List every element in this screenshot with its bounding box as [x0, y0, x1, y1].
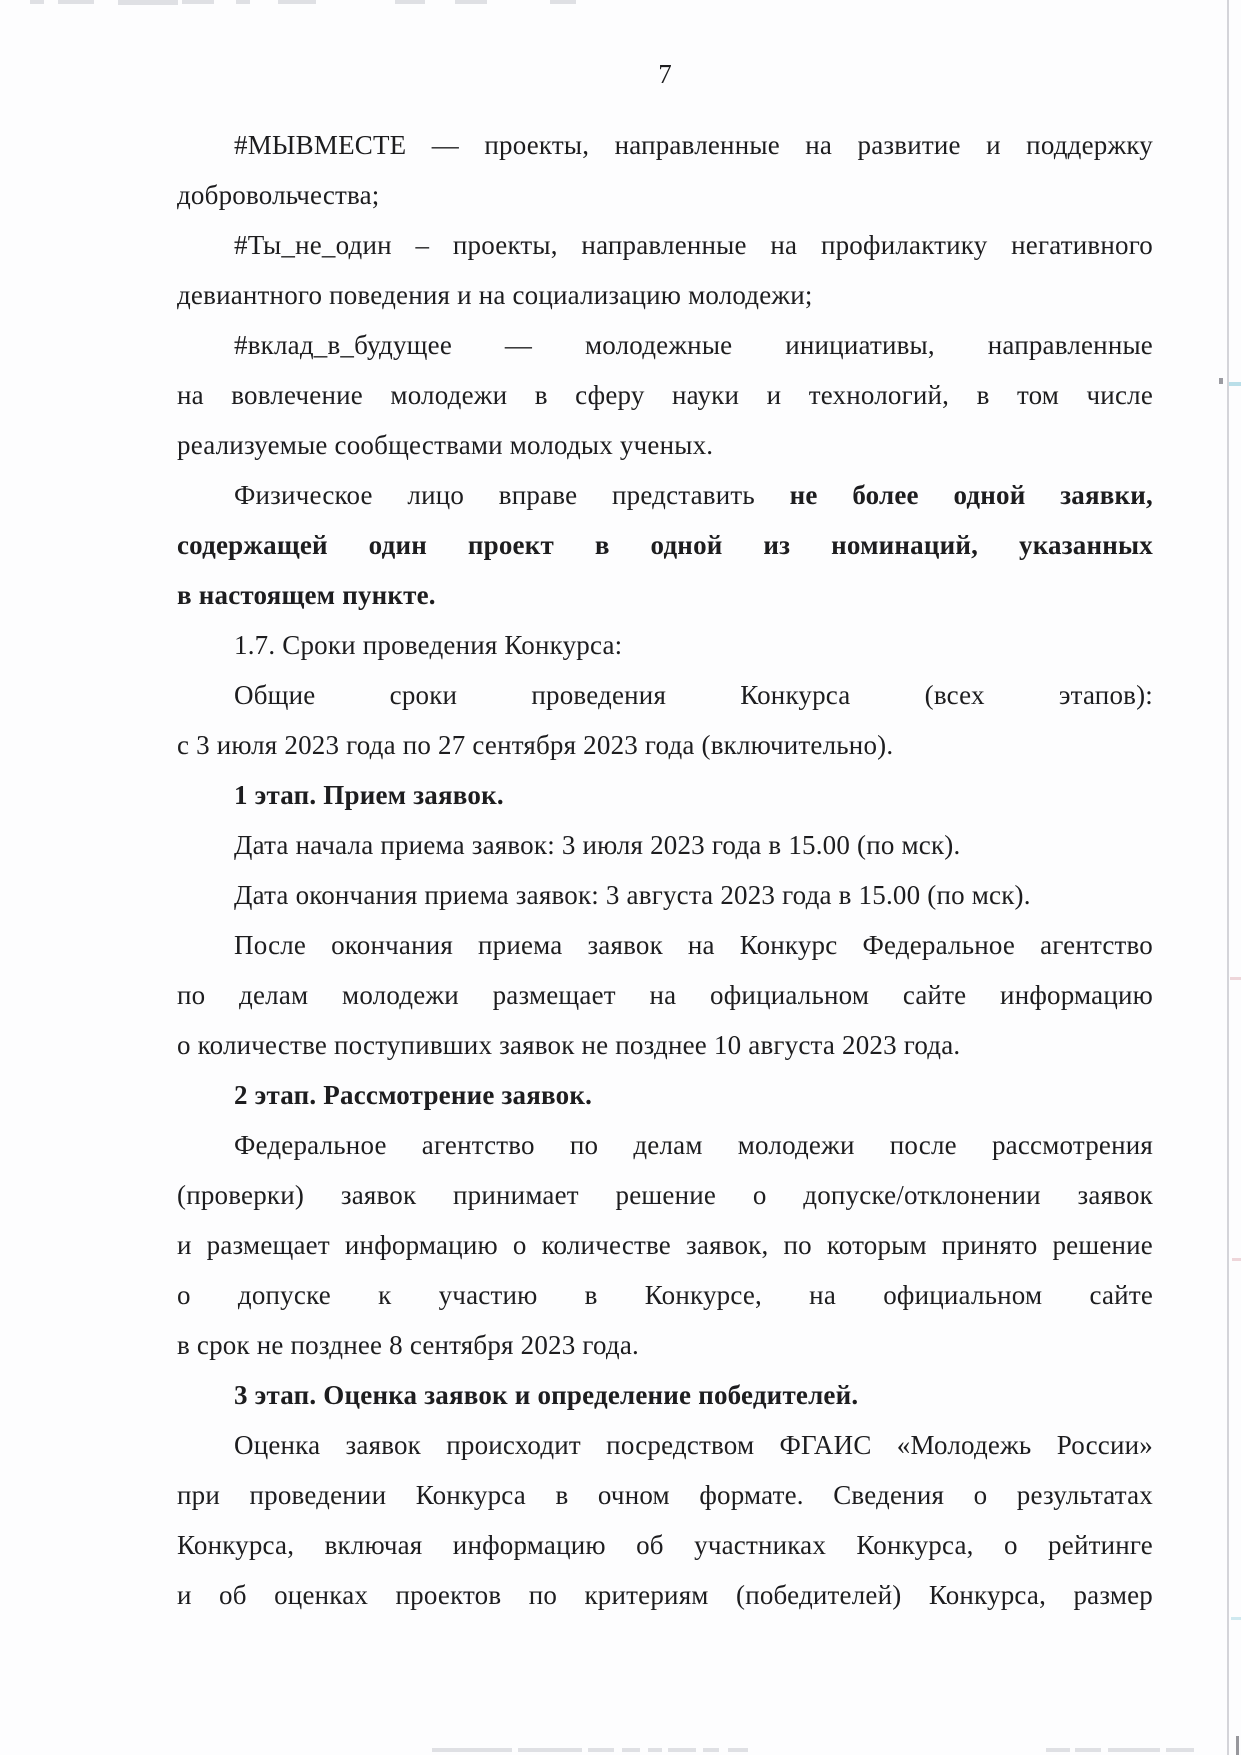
bold-text-segment: не более одной заявки, — [789, 480, 1153, 510]
text-line — [177, 270, 1153, 320]
text-segment: при проведении Конкурса в очном формате. Сведения о результатах — [177, 1480, 1153, 1510]
text-line — [177, 770, 1153, 820]
scan-artifact — [1108, 1748, 1160, 1752]
text-line — [177, 570, 1153, 620]
text-segment: (проверки) заявок принимает решение о допуске/отклонении заявок — [177, 1180, 1153, 1210]
text-segment: 1.7. Сроки проведения Конкурса: — [234, 630, 623, 660]
text-line — [177, 1070, 1153, 1120]
text-line — [177, 1470, 1153, 1520]
scan-artifact — [728, 1748, 748, 1752]
scan-artifact — [1166, 1748, 1194, 1752]
scan-artifact — [648, 1748, 662, 1752]
scan-artifact — [1229, 382, 1241, 386]
scan-artifact — [1075, 1748, 1101, 1752]
bold-text-segment: в настоящем пункте. — [177, 580, 436, 610]
text-line — [177, 820, 1153, 870]
text-line — [177, 420, 1153, 470]
text-segment: о количестве поступивших заявок не позднее 10 августа 2023 года. — [177, 1030, 961, 1060]
text-segment: Общие сроки проведения Конкурса (всех этапов): — [234, 680, 1153, 710]
text-segment: #МЫВМЕСТЕ — проекты, направленные на развитие и поддержку — [234, 130, 1153, 160]
scan-artifact — [432, 1748, 512, 1752]
scan-artifact — [1046, 1748, 1070, 1752]
text-segment: и размещает информацию о количестве заявок, по которым принято решение — [177, 1230, 1153, 1260]
text-line — [177, 1170, 1153, 1220]
text-segment: Физическое лицо вправе представить — [234, 480, 790, 510]
text-line — [177, 1220, 1153, 1270]
text-line — [177, 920, 1153, 970]
text-line — [177, 170, 1153, 220]
text-segment: #вклад_в_будущее — молодежные инициативы, направленные — [234, 330, 1153, 360]
bold-text-segment: содержащей один проект в одной из номинаций, указанных — [177, 530, 1153, 560]
text-line — [177, 470, 1153, 520]
scan-artifact — [622, 1748, 640, 1752]
text-line — [177, 520, 1153, 570]
text-line — [177, 1020, 1153, 1070]
text-segment: Конкурса, включая информацию об участниках Конкурса, о рейтинге — [177, 1530, 1153, 1560]
text-segment: с 3 июля 2023 года по 27 сентября 2023 года (включительно). — [177, 730, 894, 760]
scan-artifact — [1232, 1258, 1241, 1261]
scan-artifact — [1231, 1617, 1241, 1620]
scan-artifact — [1230, 977, 1241, 980]
text-segment: реализуемые сообществами молодых ученых. — [177, 430, 714, 460]
text-segment: Дата начала приема заявок: 3 июля 2023 года в 15.00 (по мск). — [234, 830, 961, 860]
text-segment: #Ты_не_один – проекты, направленные на профилактику негативного — [234, 230, 1153, 260]
page-number: 7 — [658, 59, 672, 89]
bold-text-segment: 1 этап. Прием заявок. — [234, 780, 504, 810]
text-segment: добровольчества; — [177, 180, 380, 210]
scan-artifact — [518, 1748, 582, 1752]
text-segment: о допуске к участию в Конкурсе, на официальном сайте — [177, 1280, 1153, 1310]
text-line — [177, 1270, 1153, 1320]
scan-artifact — [1227, 0, 1229, 1755]
text-line — [177, 870, 1153, 920]
text-line — [177, 320, 1153, 370]
text-segment: и об оценках проектов по критериям (победителей) Конкурса, размер — [177, 1580, 1153, 1610]
text-segment: девиантного поведения и на социализацию молодежи; — [177, 280, 813, 310]
text-line — [177, 670, 1153, 720]
scan-artifact — [588, 1748, 614, 1752]
text-line — [177, 620, 1153, 670]
text-line — [177, 220, 1153, 270]
text-line — [177, 1120, 1153, 1170]
text-line — [177, 120, 1153, 170]
text-line — [177, 1420, 1153, 1470]
text-line — [177, 720, 1153, 770]
text-segment: на вовлечение молодежи в сферу науки и технологий, в том числе — [177, 380, 1153, 410]
scan-artifact — [30, 0, 44, 4]
text-line — [177, 1320, 1153, 1370]
scan-artifact — [1219, 378, 1223, 384]
text-block — [177, 120, 1153, 1620]
text-segment: по делам молодежи размещает на официальном сайте информацию — [177, 980, 1153, 1010]
text-segment: Дата окончания приема заявок: 3 августа 2023 года в 15.00 (по мск). — [234, 880, 1031, 910]
text-segment: в срок не позднее 8 сентября 2023 года. — [177, 1330, 639, 1360]
scan-artifact — [58, 0, 94, 4]
text-line — [177, 1370, 1153, 1420]
page-content — [177, 0, 1153, 1620]
text-segment: После окончания приема заявок на Конкурс Федеральное агентство — [234, 930, 1153, 960]
text-segment: Оценка заявок происходит посредством ФГАИС «Молодежь России» — [234, 1430, 1153, 1460]
scan-artifact — [1236, 1736, 1239, 1755]
scan-artifact — [118, 0, 178, 5]
bold-text-segment: 3 этап. Оценка заявок и определение победителей. — [234, 1380, 859, 1410]
text-line — [177, 1570, 1153, 1620]
scan-artifact — [668, 1748, 696, 1752]
text-segment: Федеральное агентство по делам молодежи после рассмотрения — [234, 1130, 1153, 1160]
text-line — [177, 1520, 1153, 1570]
text-line — [177, 970, 1153, 1020]
text-line — [177, 370, 1153, 420]
scan-artifact — [703, 1748, 719, 1752]
bold-text-segment: 2 этап. Рассмотрение заявок. — [234, 1080, 593, 1110]
